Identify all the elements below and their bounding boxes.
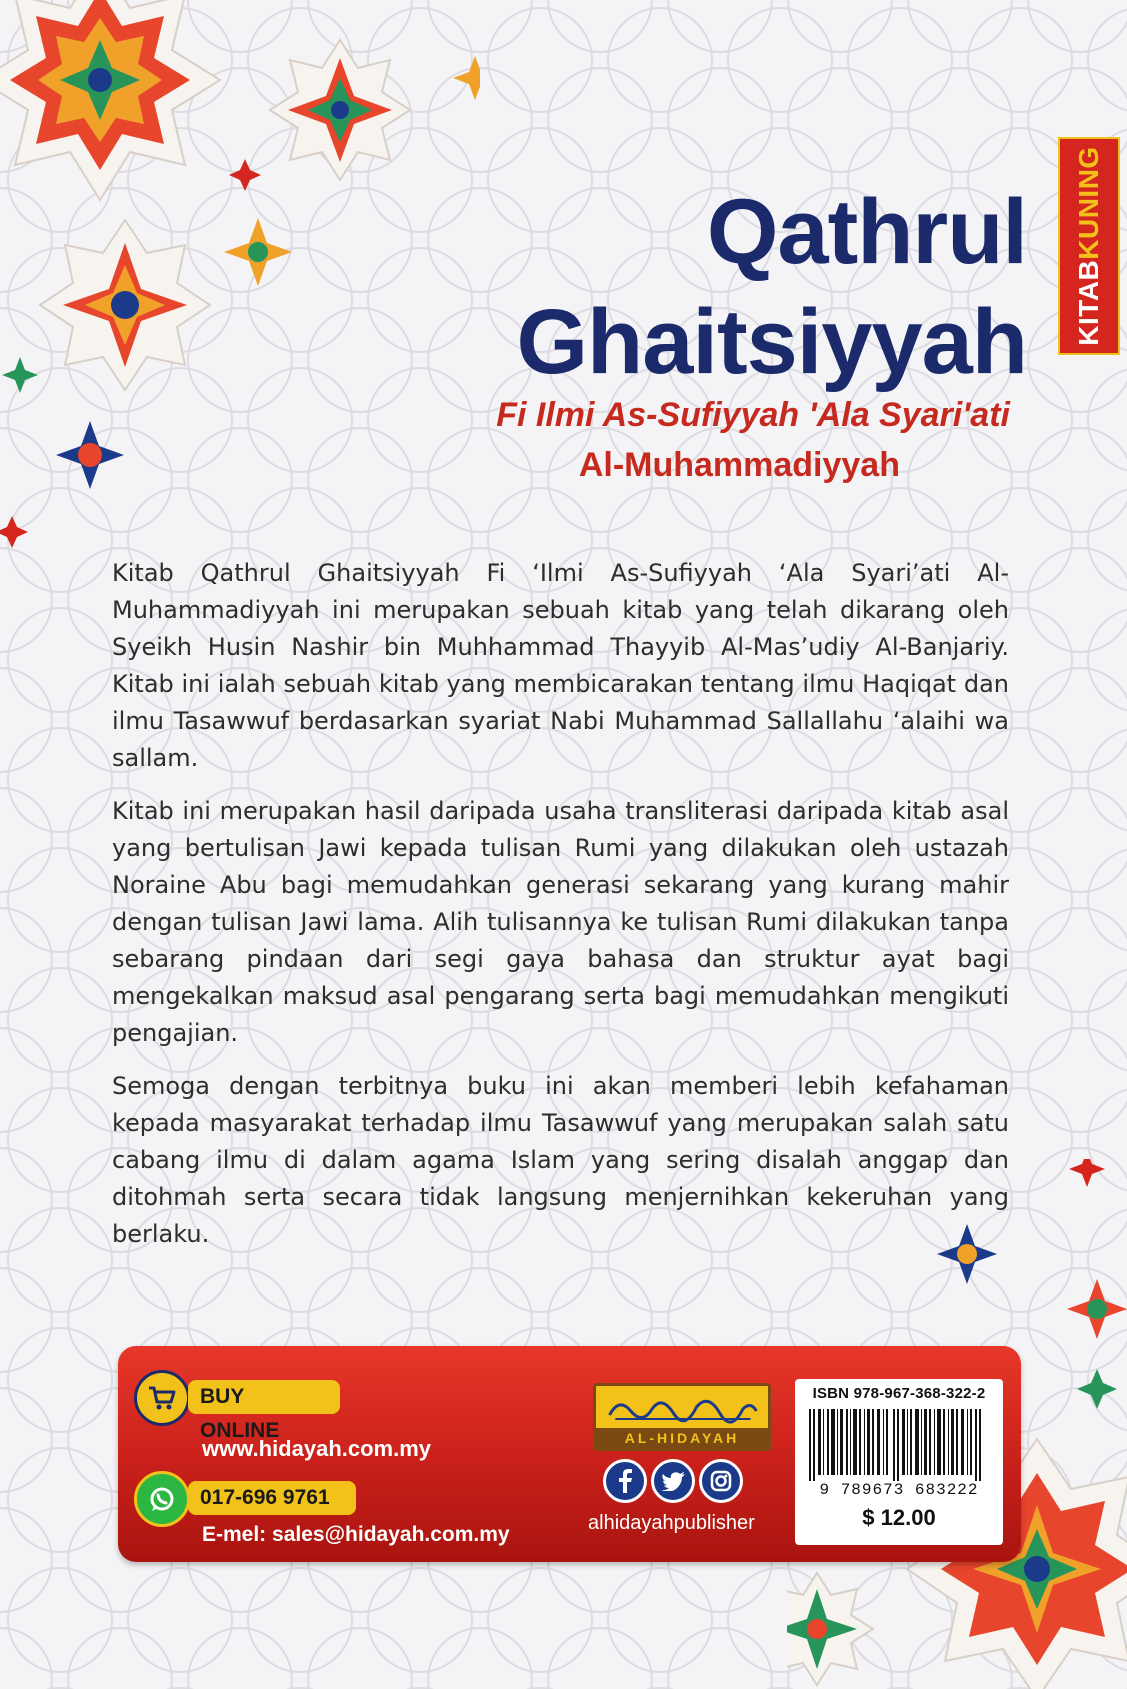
website-link[interactable]: www.hidayah.com.my bbox=[202, 1436, 432, 1461]
description-paragraph-1: Kitab Qathrul Ghaitsiyyah Fi ‘Ilmi As-Sufiyyah ‘Ala Syari’ati Al-Muhammadiyyah ini merupakan sebuah kitab yang telah dikarang oleh Syeikh Husin Nashir bin Muhhammad Thayyib Al-Mas’udiy Al-Banjariy. Kitab ini ialah sebuah kitab yang membicarakan tentang ilmu Haqiqat dan ilmu Tasawwuf berdasarkan syariat Nabi Muhammad Sallallahu ‘alaihi wa sallam. bbox=[112, 559, 1009, 772]
isbn-label: ISBN 978-967-368-322-2 bbox=[812, 1385, 986, 1402]
publisher-info-panel bbox=[118, 1346, 1021, 1562]
buy-online-label: BUY ONLINE bbox=[188, 1380, 340, 1414]
barcode bbox=[809, 1409, 989, 1481]
description-paragraph-3: Semoga dengan terbitnya buku ini akan memberi lebih kefahaman kepada masyarakat terhadap ilmu Tasawwuf yang merupakan salah satu cabang ilmu di dalam agama Islam yang sering disalah anggap dan ditohmah serta secara tidak langsung menjernihkan kekeruhan yang berlaku. bbox=[112, 1072, 1009, 1248]
book-description bbox=[112, 555, 1009, 1269]
twitter-icon[interactable] bbox=[651, 1459, 695, 1503]
social-handle: alhidayahpublisher bbox=[588, 1512, 755, 1534]
subtitle-line-2: Al-Muhammadiyyah bbox=[578, 446, 900, 484]
al-hidayah-logo bbox=[593, 1383, 771, 1451]
logo-label: AL-HIDAYAH bbox=[596, 1428, 768, 1448]
kitab-kuning-label: KITABKUNING bbox=[1073, 146, 1104, 346]
subtitle-line-1: Fi Ilmi As-Sufiyyah 'Ala Syari'ati bbox=[496, 396, 1010, 434]
price: $ 12.00 bbox=[862, 1505, 936, 1530]
description-paragraph-2: Kitab ini merupakan hasil daripada usaha transliterasi daripada kitab asal yang bertulisan Jawi kepada tulisan Rumi yang dilakukan oleh ustazah Noraine Abu bagi memudahkan generasi sekarang yang kurang mahir dengan tulisan Jawi lama. Alih tulisannya ke tulisan Rumi dilakukan tanpa sebarang pindaan dari segi gaya bahasa dan struktur ayat bagi mengekalkan maksud asal pengarang serta bagi memudahkan mengikuti pengajian. bbox=[112, 797, 1009, 1047]
cart-icon bbox=[134, 1370, 190, 1426]
instagram-icon[interactable] bbox=[699, 1459, 743, 1503]
facebook-icon[interactable] bbox=[603, 1459, 647, 1503]
title-line-1: Qathrul bbox=[706, 181, 1027, 283]
kitab-kuning-tag bbox=[1058, 137, 1120, 355]
email-address[interactable]: E-mel: sales@hidayah.com.my bbox=[202, 1523, 510, 1546]
barcode-number: 9 789673 683222 bbox=[819, 1481, 979, 1499]
title-line-2: Ghaitsiyyah bbox=[516, 291, 1027, 393]
ornament-top-left bbox=[0, 0, 480, 560]
whatsapp-icon bbox=[134, 1471, 190, 1527]
isbn-barcode-block bbox=[795, 1379, 1003, 1545]
phone-number: 017-696 9761 bbox=[188, 1481, 356, 1515]
